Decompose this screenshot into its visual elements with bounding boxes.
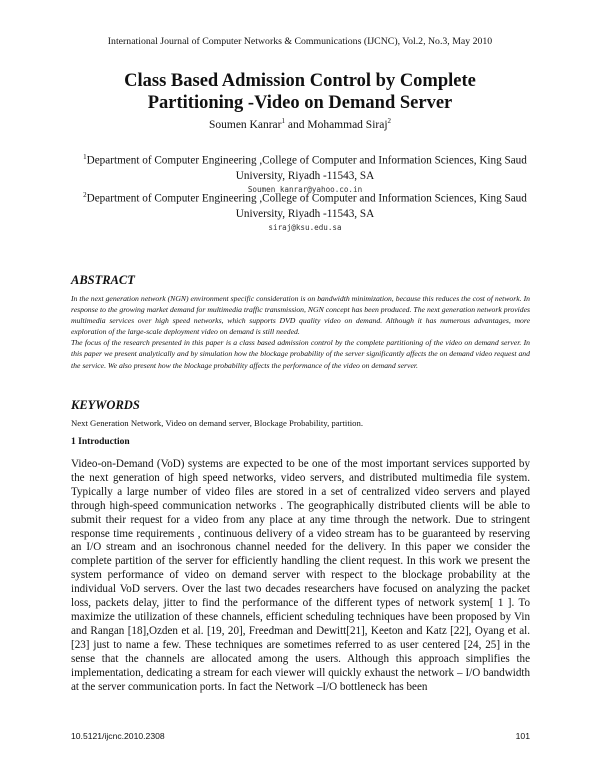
- abstract-paragraph-1: In the next generation network (NGN) environment specific consideration is on bandwidth minimization, because this reduces the cost of network. In response to the growing market demand for multimedia traffic transmission, NGN concept has been produced. The next generation network provides multimedia services over high speed networks, which supports DVD quality video on demand. Although it has numerous advantages, more exploration of the large-scale deployment video on demand is still needed.: [71, 294, 530, 337]
- keywords-text: Next Generation Network, Video on demand server, Blockage Probability, partition.: [71, 418, 364, 428]
- abstract-heading: ABSTRACT: [71, 273, 135, 287]
- title-line-1: Class Based Admission Control by Complete: [124, 71, 476, 91]
- author-sup-1: 1: [281, 117, 285, 125]
- author-sup-2: 2: [387, 117, 392, 125]
- journal-header: International Journal of Computer Networks & Communications (IJCNC), Vol.2, No.3, May 2010: [107, 36, 493, 47]
- keywords-heading: KEYWORDS: [71, 398, 140, 412]
- page-number: 101: [515, 731, 530, 741]
- affiliation-1-text: Department of Computer Engineering ,College of Computer and Information Sciences, King Saud University, Riyadh -11543, SA: [86, 154, 527, 182]
- affiliation-2: [70, 188, 540, 233]
- affiliation-2-text: Department of Computer Engineering ,College of Computer and Information Sciences, King Saud University, Riyadh -11543, SA: [86, 192, 527, 220]
- title-line-2: Partitioning -Video on Demand Server: [147, 93, 453, 113]
- doi-label: 10.5121/ijcnc.2010.2308: [71, 731, 165, 741]
- author-joiner: and: [284, 118, 308, 131]
- affiliation-1-sup: 1: [83, 153, 87, 161]
- paper-title: [60, 70, 540, 114]
- author-name-2: Mohammad Siraj: [307, 118, 388, 131]
- author-1-email[interactable]: Soumen_kanrar@yahoo.co.in: [247, 184, 363, 194]
- author-name-1: Soumen Kanrar: [208, 118, 282, 131]
- introduction-body: Video-on-Demand (VoD) systems are expected to be one of the most important services supported by the next generation of high speed networks, video servers, and distributed multimedia file system. Typically a large number of video files are stored in a set of centralized video servers and played through high-speed communication networks . The geographically distributed clients will be able to submit their request for a video from any place at any time through the network. Due to stringent response time requirements , continuous delivery of a video stream has to be guaranteed by reserving an I/O stream and an isochronous channel needed for the delivery. In this paper we consider the complete partition of the server for efficiently handling the client request. In this work we present the system performance of video on demand server with respect to the blockage probability at the individual VoD servers. Over the last two decades researchers have focused on analyzing the packet loss, packets delay, jitter to find the performance of the different types of network system[ 1 ]. To maximize the utilization of these channels, efficient scheduling techniques have been proposed by Vin and Rangan [18],Ozden et al. [19, 20], Freedman and Dewitt[21], Keeton and Katz [22], Oyang et al. [23] just to name a few. These techniques are sometimes referred to as user centered [24, 25] in the sense that the channels are allocated among the users. Although this approach simplifies the implementation, dedicating a stream for each viewer will quickly exhaust the network – I/O bandwidth at the server communication ports. In fact the Network –I/O bottleneck has been: [71, 458, 530, 693]
- affiliation-2-sup: 2: [83, 191, 87, 199]
- abstract-body: [71, 293, 530, 371]
- author-2-email[interactable]: siraj@ksu.edu.sa: [268, 222, 342, 232]
- introduction-heading: 1 Introduction: [71, 437, 130, 447]
- author-list: [0, 117, 600, 131]
- abstract-paragraph-2: The focus of the research presented in this paper is a class based admission control by the complete partitioning of the video on demand server. In this paper we present analytically and by simulation how the blockage probability of the server significantly affects the on demand video request and the service. We also present how the blockage probability affects the performance of the video on demand server.: [71, 338, 530, 370]
